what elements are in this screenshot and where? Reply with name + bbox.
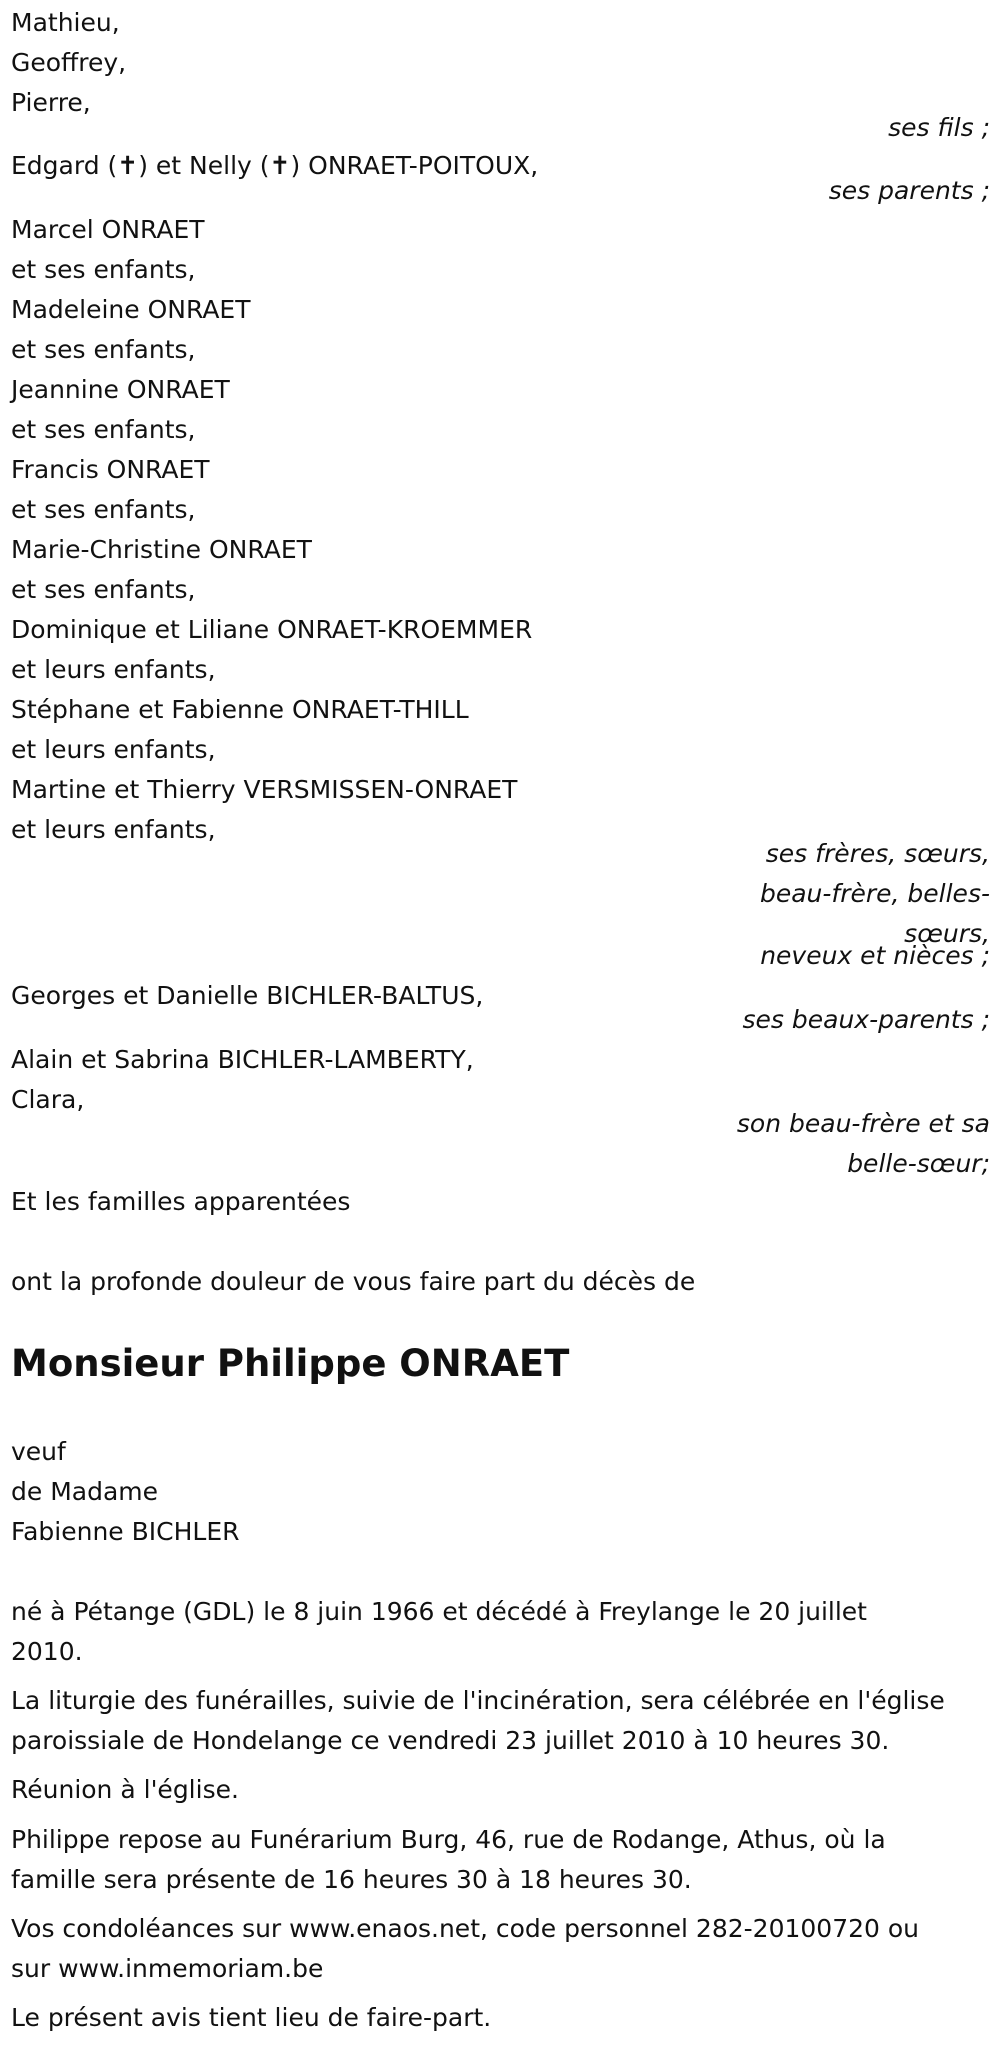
son-name: Pierre, bbox=[11, 88, 91, 117]
brother-in-law-line: Alain et Sabrina BICHLER-LAMBERTY, bbox=[11, 1045, 474, 1074]
siblings-relation-label: beau-frère, belles- bbox=[759, 879, 990, 908]
parents-relation-label: ses parents ; bbox=[828, 176, 990, 205]
sibling-line: et ses enfants, bbox=[11, 575, 196, 604]
meeting-line: Réunion à l'église. bbox=[11, 1775, 239, 1804]
funerarium-line: famille sera présente de 16 heures 30 à 18 heures 30. bbox=[11, 1865, 692, 1894]
sibling-line: et leurs enfants, bbox=[11, 735, 216, 764]
sibling-line: et leurs enfants, bbox=[11, 655, 216, 684]
sibling-line: et ses enfants, bbox=[11, 415, 196, 444]
sibling-line: et ses enfants, bbox=[11, 495, 196, 524]
brother-in-law-relation-label: son beau-frère et sa bbox=[736, 1109, 990, 1138]
condolences-line: Vos condoléances sur www.enaos.net, code personnel 282-20100720 ou bbox=[11, 1914, 920, 1943]
birth-death-line: 2010. bbox=[11, 1637, 83, 1666]
sibling-line: Marie-Christine ONRAET bbox=[11, 535, 312, 564]
brother-in-law-relation-label: belle-sœur; bbox=[847, 1149, 990, 1178]
sibling-line: Francis ONRAET bbox=[11, 455, 210, 484]
sibling-line: et leurs enfants, bbox=[11, 815, 216, 844]
birth-death-line: né à Pétange (GDL) le 8 juin 1966 et décédé à Freylange le 20 juillet bbox=[11, 1597, 867, 1626]
parents-names: Edgard (✝) et Nelly (✝) ONRAET-POITOUX, bbox=[11, 151, 539, 180]
liturgy-line: La liturgie des funérailles, suivie de l'incinération, sera célébrée en l'église bbox=[11, 1686, 945, 1715]
son-name: Geoffrey, bbox=[11, 48, 127, 77]
sibling-line: Stéphane et Fabienne ONRAET-THILL bbox=[11, 695, 469, 724]
announcement-text: ont la profonde douleur de vous faire part du décès de bbox=[11, 1267, 696, 1296]
in-laws-relation-label: ses beaux-parents ; bbox=[742, 1005, 990, 1034]
condolences-line: sur www.inmemoriam.be bbox=[11, 1954, 324, 1983]
deceased-name: Monsieur Philippe ONRAET bbox=[11, 1342, 570, 1385]
closing-line: Le présent avis tient lieu de faire-part. bbox=[11, 2003, 492, 2032]
widower-line: veuf bbox=[11, 1437, 66, 1466]
sibling-line: et ses enfants, bbox=[11, 255, 196, 284]
in-laws-names: Georges et Danielle BICHLER-BALTUS, bbox=[11, 981, 484, 1010]
sibling-line: Dominique et Liliane ONRAET-KROEMMER bbox=[11, 615, 533, 644]
siblings-relation-label: neveux et nièces ; bbox=[760, 941, 990, 970]
brother-in-law-line: Clara, bbox=[11, 1085, 85, 1114]
related-families: Et les familles apparentées bbox=[11, 1187, 351, 1216]
widower-line: Fabienne BICHLER bbox=[11, 1517, 240, 1546]
funerarium-line: Philippe repose au Funérarium Burg, 46, rue de Rodange, Athus, où la bbox=[11, 1825, 886, 1854]
son-name: Mathieu, bbox=[11, 8, 120, 37]
siblings-relation-label: sœurs, bbox=[904, 919, 990, 948]
sibling-line: Martine et Thierry VERSMISSEN-ONRAET bbox=[11, 775, 518, 804]
liturgy-line: paroissiale de Hondelange ce vendredi 23 juillet 2010 à 10 heures 30. bbox=[11, 1726, 890, 1755]
sibling-line: Madeleine ONRAET bbox=[11, 295, 251, 324]
sibling-line: Jeannine ONRAET bbox=[11, 375, 230, 404]
sibling-line: et ses enfants, bbox=[11, 335, 196, 364]
siblings-relation-label: ses frères, sœurs, bbox=[765, 839, 990, 868]
widower-line: de Madame bbox=[11, 1477, 159, 1506]
sons-relation-label: ses fils ; bbox=[888, 113, 990, 142]
sibling-line: Marcel ONRAET bbox=[11, 215, 205, 244]
